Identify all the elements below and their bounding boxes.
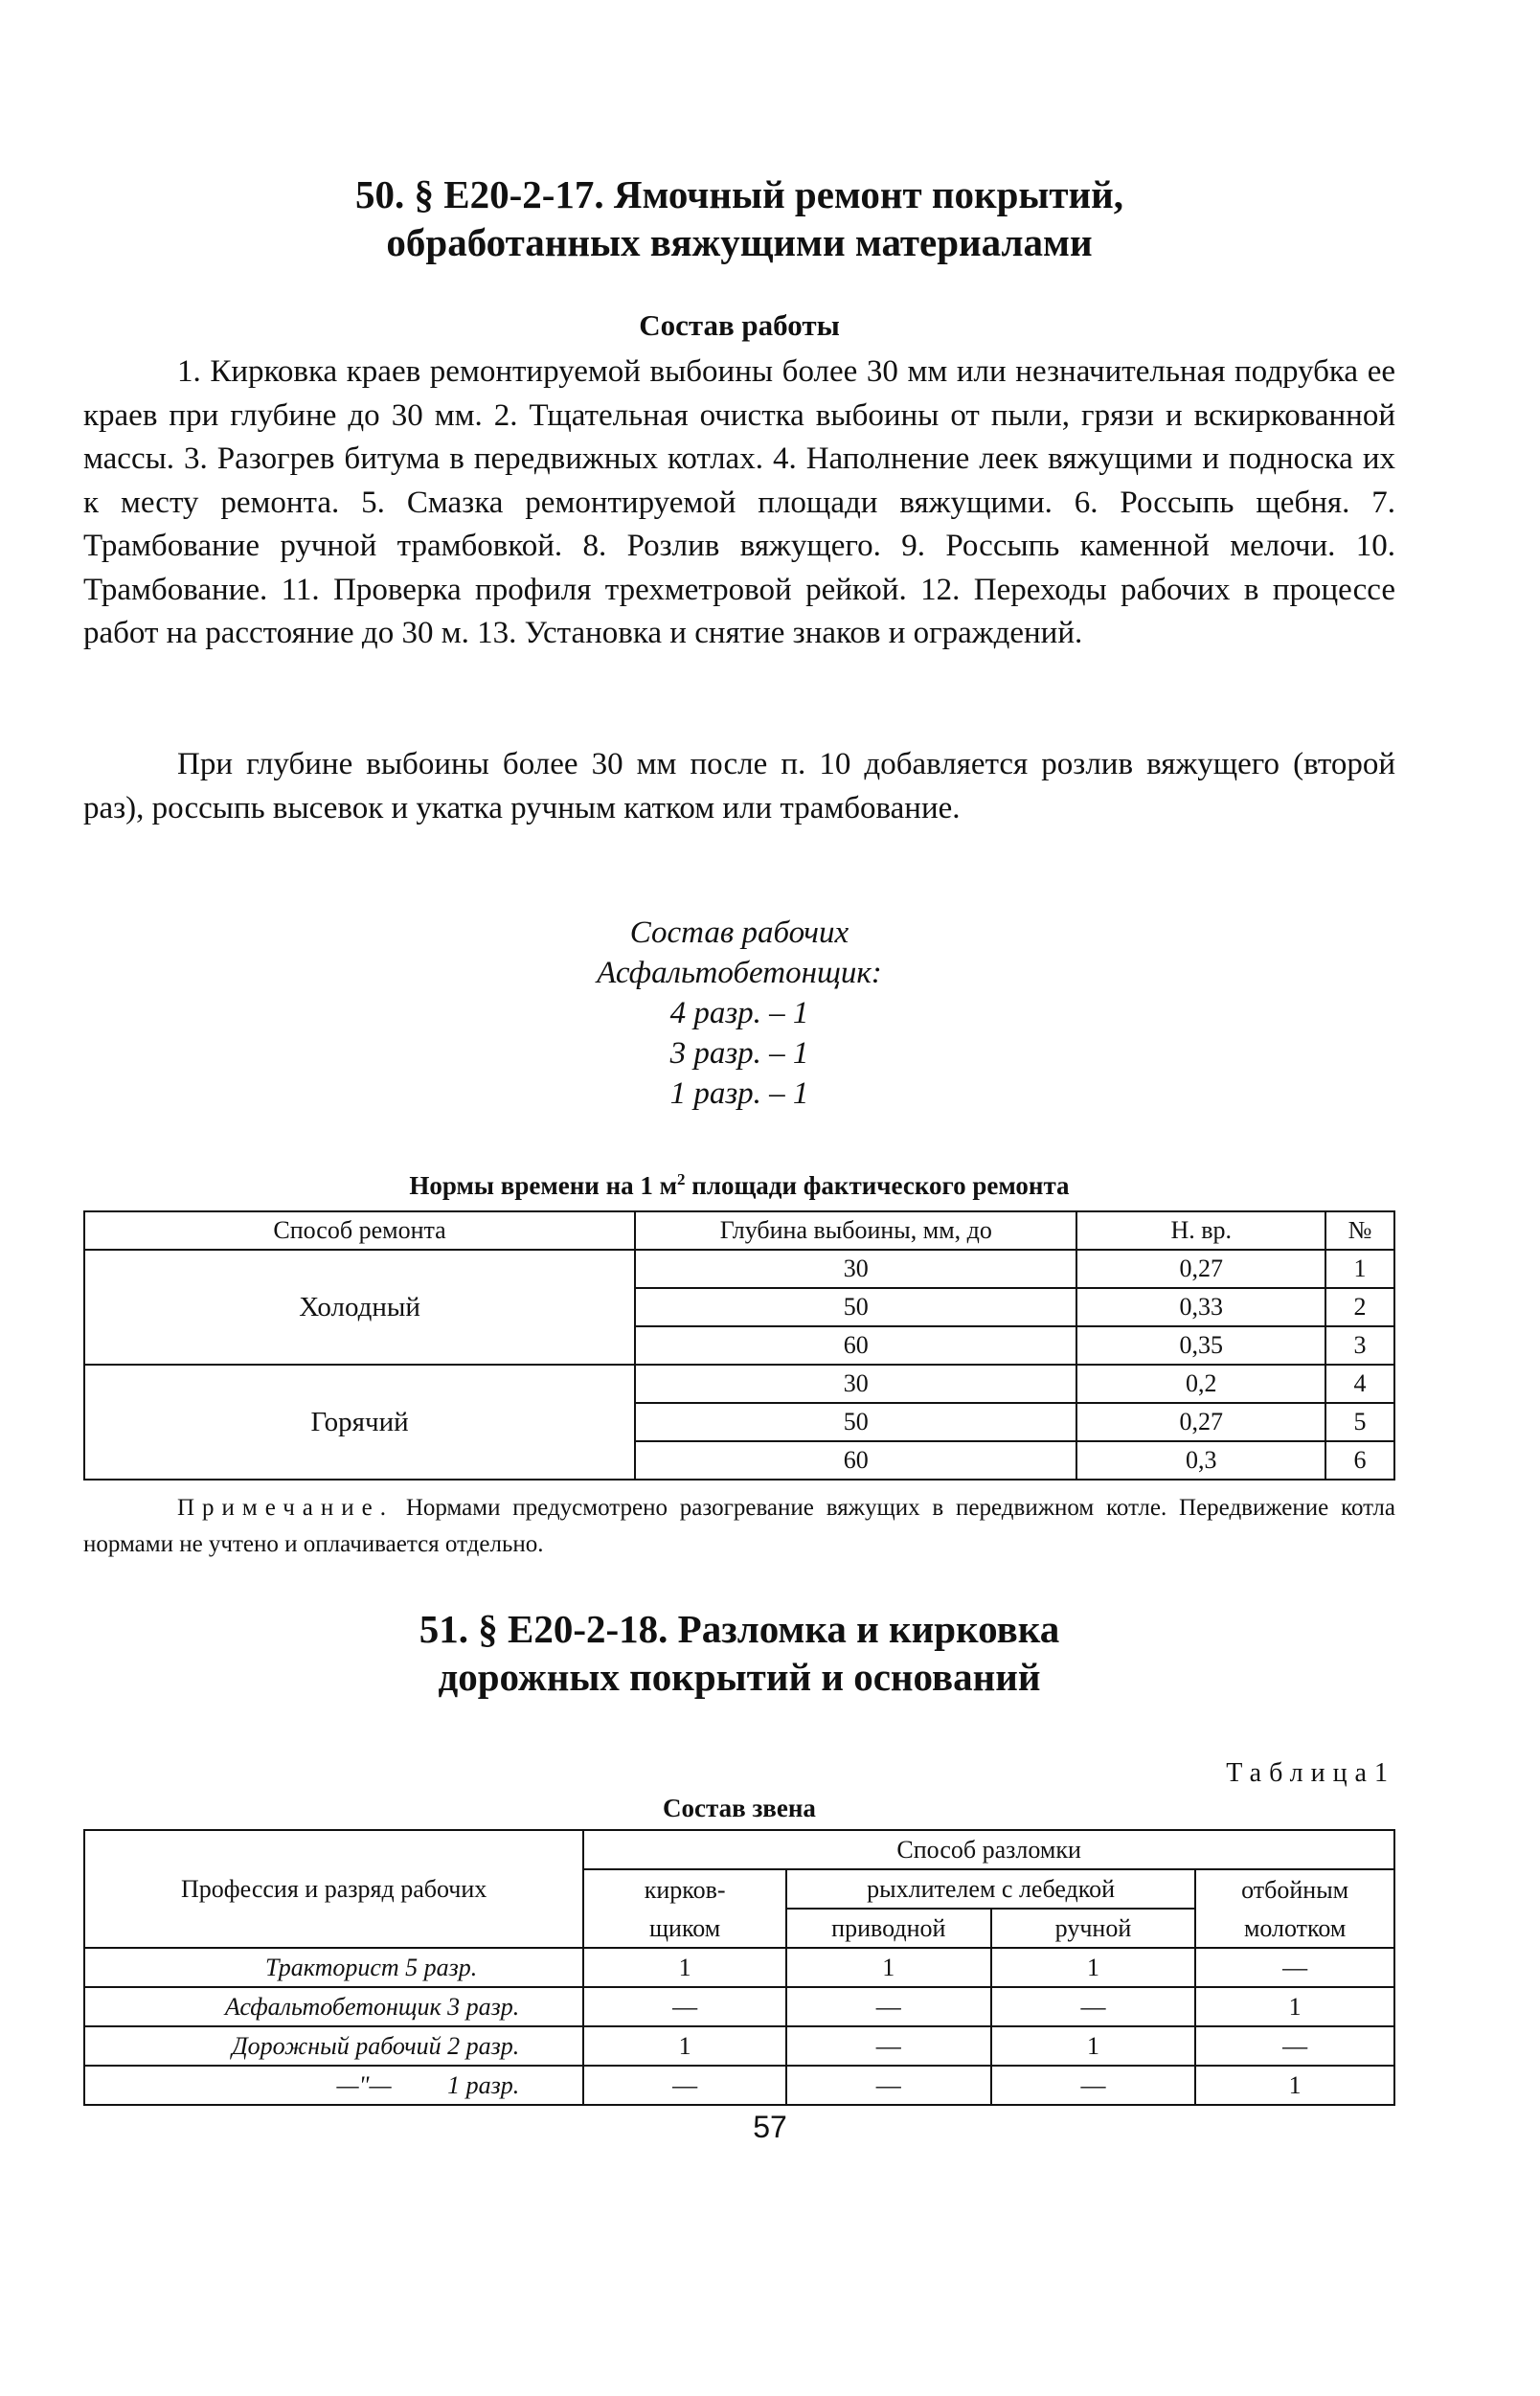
extra-description xyxy=(83,743,1395,830)
profession-cell: Асфальтобетонщик 3 разр. xyxy=(84,1987,583,2026)
section-50-title-line1: 50. § Е20-2-17. Ямочный ремонт покрытий, xyxy=(354,172,1124,216)
table-row xyxy=(84,1987,1394,2026)
norm-cell: 0,33 xyxy=(1076,1288,1325,1326)
header-kirk-top: кирков- xyxy=(583,1869,786,1909)
number-cell: 3 xyxy=(1325,1326,1394,1365)
value-cell: — xyxy=(1195,1948,1394,1987)
crew-caption xyxy=(83,1794,1395,1823)
value-cell: 1 xyxy=(991,1948,1196,1987)
value-cell: — xyxy=(1195,2026,1394,2066)
value-cell: 1 xyxy=(1195,1987,1394,2026)
norms-table-wrap xyxy=(83,1210,1395,1481)
depth-cell: 50 xyxy=(635,1288,1076,1326)
table-note xyxy=(83,1490,1395,1563)
section-50-title xyxy=(83,170,1395,266)
note-label: Примечание. xyxy=(177,1495,395,1521)
header-manual: ручной xyxy=(991,1909,1196,1948)
value-cell: — xyxy=(991,2066,1196,2105)
table-row xyxy=(84,1948,1394,1987)
worker-grade-2: 3 разр. – 1 xyxy=(669,1036,809,1071)
header-method: Способ разломки xyxy=(583,1830,1394,1869)
norm-cell: 0,3 xyxy=(1076,1441,1325,1480)
depth-cell: 60 xyxy=(635,1441,1076,1480)
header-hammer-top: отбойным xyxy=(1195,1869,1394,1909)
value-cell: — xyxy=(583,1987,786,2026)
depth-cell: 60 xyxy=(635,1326,1076,1365)
crew-table-wrap xyxy=(83,1829,1395,2106)
depth-cell: 30 xyxy=(635,1365,1076,1403)
method-hot: Горячий xyxy=(84,1365,635,1480)
method-cold: Холодный xyxy=(84,1250,635,1365)
section-51-title-line2: дорожных покрытий и оснований xyxy=(438,1655,1041,1699)
header-driven: приводной xyxy=(786,1909,991,1948)
norm-cell: 0,35 xyxy=(1076,1326,1325,1365)
workers-heading: Состав рабочих xyxy=(629,915,849,950)
value-cell: — xyxy=(786,2026,991,2066)
norms-table-header xyxy=(84,1211,1394,1250)
work-description xyxy=(83,350,1395,656)
norm-cell: 0,27 xyxy=(1076,1250,1325,1288)
note-text: Нормами предусмотрено разогревание вяжущих в передвижном котле. Передвижение котла нормами не учтено и оплачивается отдельно. xyxy=(83,1495,1395,1557)
table-row xyxy=(84,2066,1394,2105)
work-text: 1. Кирковка краев ремонтируемой выбоины более 30 мм или незначительная подрубка ее краев при глубине до 30 мм. 2. Тщательная очистка выбоины от пыли, грязи и вскиркованной массы. 3. Разогрев битума в передвижных котлах. 4. Наполнение леек вяжущими и подноска их к месту ремонта. 5. Смазка ремонтируемой площади вяжущими. 6. Россыпь щебня. 7. Трамбование ручной трамбовкой. 8. Розлив вяжущего. 9. Россыпь каменной мелочи. 10. Трамбование. 11. Проверка профиля трехметровой рейкой. 12. Переходы рабочих в процессе работ на расстояние до 30 м. 13. Установка и снятие знаков и ограждений. xyxy=(83,354,1395,650)
number-cell: 4 xyxy=(1325,1365,1394,1403)
table-row xyxy=(84,2026,1394,2066)
header-method: Способ ремонта xyxy=(84,1211,635,1250)
header-norm: Н. вр. xyxy=(1076,1211,1325,1250)
header-ripper: рыхлителем с лебедкой xyxy=(786,1869,1195,1909)
header-kirk-bottom: щиком xyxy=(583,1909,786,1948)
norms-table-caption xyxy=(83,1170,1395,1201)
norm-cell: 0,27 xyxy=(1076,1403,1325,1441)
worker-grade-1: 4 разр. – 1 xyxy=(669,996,809,1030)
table-label-row xyxy=(83,1758,1395,1797)
table-number-label: Таблица1 xyxy=(1226,1758,1395,1788)
number-cell: 6 xyxy=(1325,1441,1394,1480)
value-cell: — xyxy=(991,1987,1196,2026)
depth-cell: 50 xyxy=(635,1403,1076,1441)
depth-cell: 30 xyxy=(635,1250,1076,1288)
header-profession: Профессия и разряд рабочих xyxy=(84,1830,583,1948)
table-row xyxy=(84,1365,1394,1403)
profession-cell: Тракторист 5 разр. xyxy=(84,1948,583,1987)
norm-cell: 0,2 xyxy=(1076,1365,1325,1403)
worker-grade-3: 1 разр. – 1 xyxy=(669,1076,809,1111)
section-51-title-line1: 51. § Е20-2-18. Разломка и кирковка xyxy=(419,1607,1060,1651)
section-50-title-line2: обработанных вяжущими материалами xyxy=(386,220,1093,264)
extra-text: При глубине выбоины более 30 мм после п. 10 добавляется розлив вяжущего (второй раз), россыпь высевок и укатка ручным катком или трамбование. xyxy=(83,747,1395,825)
work-heading: Состав работы xyxy=(639,308,840,342)
workers-profession: Асфальтобетонщик: xyxy=(597,956,882,990)
work-heading-block xyxy=(83,308,1395,343)
value-cell: — xyxy=(786,1987,991,2026)
crew-caption-text: Состав звена xyxy=(663,1794,816,1822)
caption-text-start: Нормы времени на 1 м xyxy=(409,1171,678,1200)
value-cell: 1 xyxy=(1195,2066,1394,2105)
value-cell: — xyxy=(583,2066,786,2105)
header-depth: Глубина выбоины, мм, до xyxy=(635,1211,1076,1250)
note-paragraph xyxy=(83,1490,1395,1563)
table-row xyxy=(84,1250,1394,1288)
norms-table xyxy=(83,1210,1395,1481)
profession-cell: —"— 1 разр. xyxy=(84,2066,583,2105)
caption-text-end: площади фактического ремонта xyxy=(685,1171,1070,1200)
workers-block xyxy=(83,913,1395,1114)
header-hammer-bottom: молотком xyxy=(1195,1909,1394,1948)
number-cell: 1 xyxy=(1325,1250,1394,1288)
crew-table xyxy=(83,1829,1395,2106)
crew-header-row-1 xyxy=(84,1830,1394,1869)
caption-superscript: 2 xyxy=(677,1170,686,1188)
header-number: № xyxy=(1325,1211,1394,1250)
page-number: 57 xyxy=(753,2110,787,2144)
section-51-title xyxy=(83,1605,1395,1701)
value-cell: 1 xyxy=(583,1948,786,1987)
value-cell: 1 xyxy=(583,2026,786,2066)
number-cell: 5 xyxy=(1325,1403,1394,1441)
value-cell: 1 xyxy=(991,2026,1196,2066)
value-cell: — xyxy=(786,2066,991,2105)
number-cell: 2 xyxy=(1325,1288,1394,1326)
value-cell: 1 xyxy=(786,1948,991,1987)
profession-cell: Дорожный рабочий 2 разр. xyxy=(84,2026,583,2066)
